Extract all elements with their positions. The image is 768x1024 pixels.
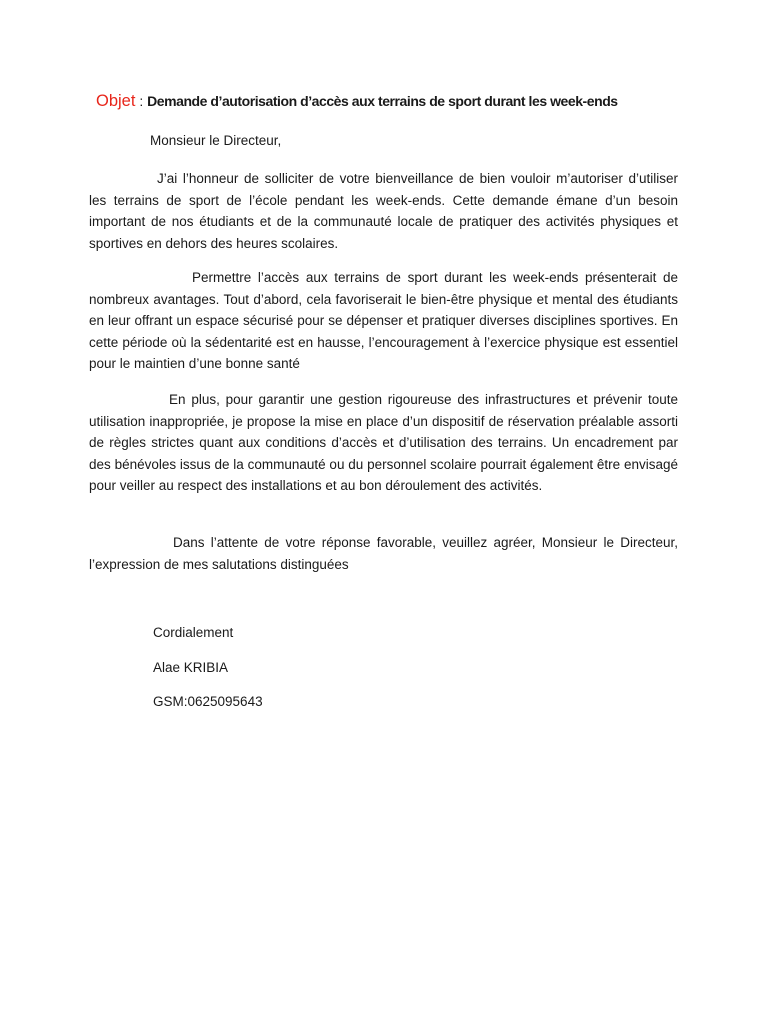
body-paragraph-2: Permettre l’accès aux terrains de sport durant les week-ends présenterait de nombreux avantages. Tout d’abord, cela favoriserait le bien-être physique et mental des étudiants en leur offrant un espace sécurisé pour se dépenser et pratiquer diverses disciplines sportives. En cette période où la sédentarité est en hausse, l’encouragement à l’exercice physique est essentiel pour le maintien d’une bonne santé <box>89 270 678 372</box>
subject-text: Demande d’autorisation d’accès aux terrains de sport durant les week-ends <box>147 93 618 109</box>
body-paragraph-4: Dans l’attente de votre réponse favorable, veuillez agréer, Monsieur le Directeur, l’expression de mes salutations distinguées <box>89 535 678 572</box>
closing-text: Cordialement <box>153 625 234 640</box>
subject-separator: : <box>135 93 148 109</box>
salutation: Monsieur le Directeur, <box>150 133 282 148</box>
body-paragraph-3: En plus, pour garantir une gestion rigoureuse des infrastructures et prévenir toute utilisation inappropriée, je propose la mise en place d’un dispositif de réservation préalable assorti de règles strictes quant aux conditions d’accès et d’utilisation des terrains. Un encadrement par des bénévoles issus de la communauté ou du personnel scolaire pourrait également être envisagé pour veiller au respect des installations et au bon déroulement des activités. <box>89 392 678 494</box>
subject-line <box>96 92 736 111</box>
signature-name: Alae KRIBIA <box>153 660 229 675</box>
body-paragraph-1: J’ai l’honneur de solliciter de votre bienveillance de bien vouloir m’autoriser d’utiliser les terrains de sport de l’école pendant les week-ends. Cette demande émane d’un besoin important de nos étudiants et de la communauté locale de pratiquer des activités physiques et sportives en dehors des heures scolaires. <box>89 171 678 251</box>
subject-label: Objet <box>96 92 136 110</box>
signature-phone: GSM:0625095643 <box>153 694 263 709</box>
